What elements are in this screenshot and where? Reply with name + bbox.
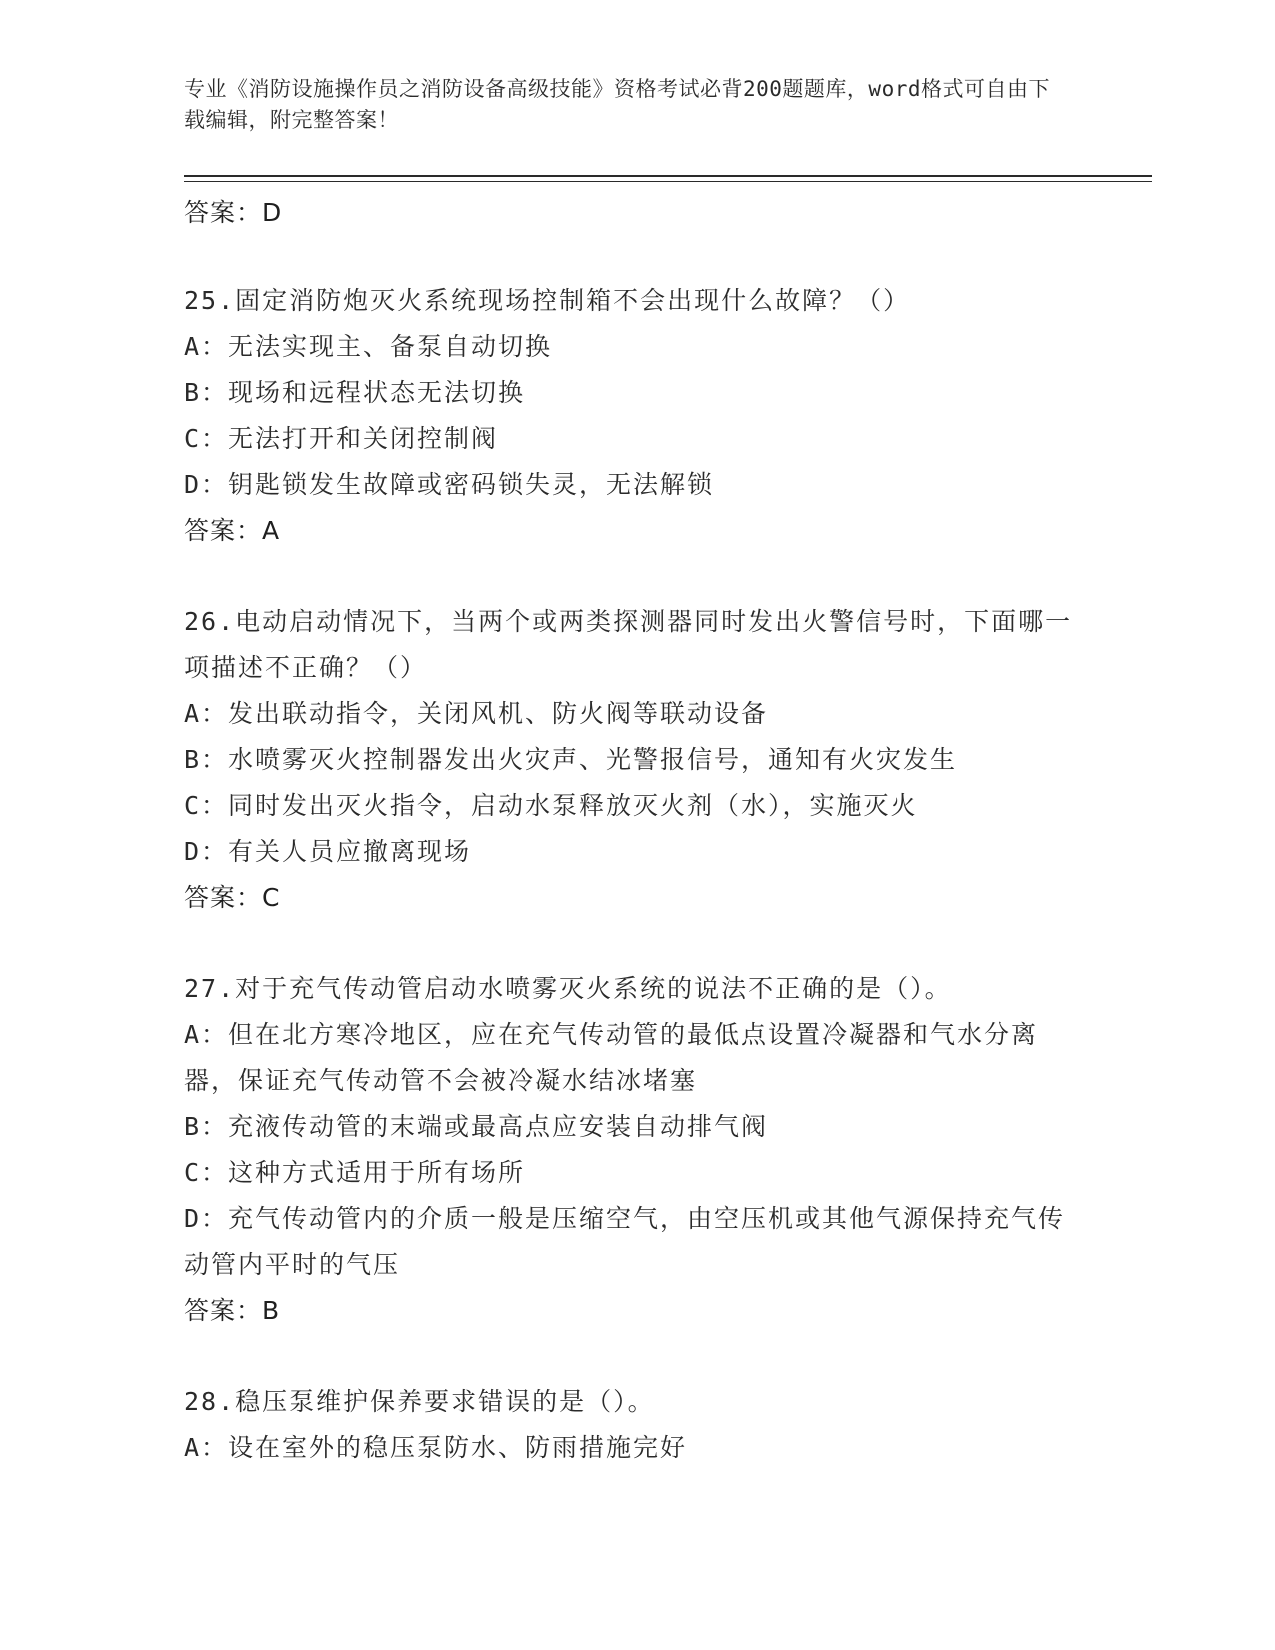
answer-line: 答案：C [184, 883, 281, 912]
option-c: C：这种方式适用于所有场所 [184, 1158, 526, 1187]
option-b: B：水喷雾灭火控制器发出火灾声、光警报信号，通知有火灾发生 [184, 745, 958, 774]
option-c: C：无法打开和关闭控制阀 [184, 424, 499, 453]
question-stem: 26.电动启动情况下，当两个或两类探测器同时发出火警信号时，下面哪一项描述不正确？（） [184, 607, 1073, 682]
question-block-26 [184, 599, 1084, 921]
document-header: 专业《消防设施操作员之消防设备高级技能》资格考试必背200题题库，word格式可自由下载编辑，附完整答案！ [184, 77, 1050, 132]
answer-line: 答案：B [184, 1296, 281, 1325]
question-stem: 28.稳压泵维护保养要求错误的是（）。 [184, 1387, 655, 1416]
option-d: D：有关人员应撤离现场 [184, 837, 472, 866]
answer-line: 答案：A [184, 516, 281, 545]
option-d: D：钥匙锁发生故障或密码锁失灵，无法解锁 [184, 470, 715, 499]
option-c: C：同时发出灭火指令，启动水泵释放灭火剂（水），实施灭火 [184, 791, 918, 820]
question-stem: 27.对于充气传动管启动水喷雾灭火系统的说法不正确的是（）。 [184, 974, 952, 1003]
option-b: B：充液传动管的末端或最高点应安装自动排气阀 [184, 1112, 769, 1141]
answer-line: 答案：D [184, 198, 283, 227]
option-b: B：现场和远程状态无法切换 [184, 378, 526, 407]
option-a: A：但在北方寒冷地区，应在充气传动管的最低点设置冷凝器和气水分离器，保证充气传动管不会被冷凝水结冰堵塞 [184, 1020, 1039, 1095]
question-stem: 25.固定消防炮灭火系统现场控制箱不会出现什么故障？（） [184, 286, 911, 315]
question-block-28 [184, 1379, 1084, 1471]
header-rule-thin [184, 181, 1152, 182]
question-block-27 [184, 966, 1084, 1334]
header-rule-thick [184, 175, 1152, 177]
option-a: A：设在室外的稳压泵防水、防雨措施完好 [184, 1433, 688, 1462]
option-d: D：充气传动管内的介质一般是压缩空气，由空压机或其他气源保持充气传动管内平时的气压 [184, 1204, 1066, 1279]
document-content [184, 190, 1084, 1516]
option-a: A：无法实现主、备泵自动切换 [184, 332, 553, 361]
option-a: A：发出联动指令，关闭风机、防火阀等联动设备 [184, 699, 769, 728]
question-block-25 [184, 278, 1084, 554]
